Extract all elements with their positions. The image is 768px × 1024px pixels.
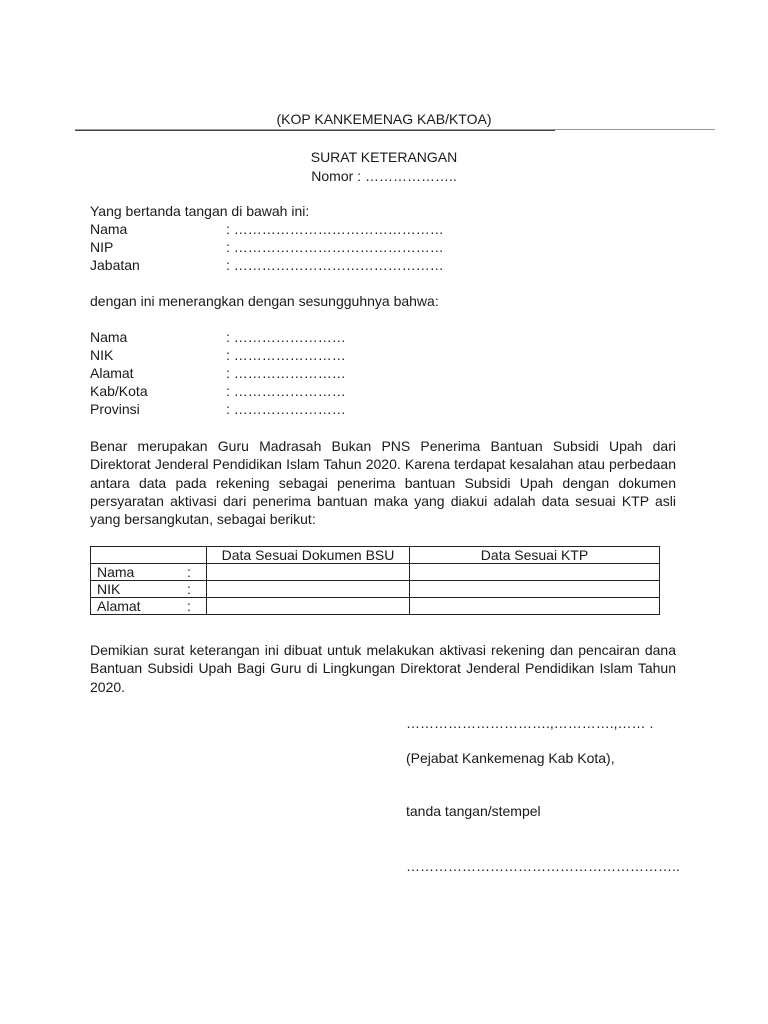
field-label: NIP [90,239,114,255]
field-label: Jabatan [90,257,140,273]
table-row-label-cell [91,581,207,598]
field-value: : ……………………………………… [226,221,444,237]
table-header-blank [91,547,207,564]
field-label: Kab/Kota [90,383,148,399]
table-cell-bsu [207,564,410,581]
subject-section [90,328,346,418]
subject-field-alamat [90,364,346,382]
field-value: : …………………… [226,383,346,399]
field-value: : …………………… [226,401,346,417]
table-row-label: Nama [97,564,135,580]
table-row-colon: : [187,581,191,597]
signer-field-nama [90,220,444,238]
field-label: NIK [90,347,114,363]
table-cell-ktp [410,598,660,615]
table-row-label: NIK [97,581,121,597]
document-title: SURAT KETERANGAN [310,149,458,165]
table-cell-ktp [410,564,660,581]
closing-paragraph: Demikian surat keterangan ini dibuat untuk melakukan aktivasi rekening dan pencairan dana Bantuan Subsidi Upah Bagi Guru di Lingkungan Direktorat Jenderal Pendidikan Islam Tahun 2020. [90,642,676,695]
document-title-block [0,148,768,186]
letterhead-title: (KOP KANKEMENAG KAB/KTOA) [276,111,492,127]
subject-field-kabkota [90,382,346,400]
signer-intro: Yang bertanda tangan di bawah ini: [90,203,310,219]
table-cell-bsu [207,598,410,615]
place-date-line: ………………………….,………….,…… . [406,715,654,731]
stamp-note: tanda tangan/stempel [406,803,541,819]
field-label: Provinsi [90,401,140,417]
table-header-bsu: Data Sesuai Dokumen BSU [207,547,410,564]
table-cell-bsu [207,581,410,598]
table-cell-ktp [410,581,660,598]
subject-field-nik [90,346,346,364]
table-row-label: Alamat [97,598,141,614]
table-row [91,598,660,615]
body-paragraph: Benar merupakan Guru Madrasah Bukan PNS Penerima Bantuan Subsidi Upah dari Direktorat Jenderal Pendidikan Islam Tahun 2020. Karena terdapat kesalahan atau perbedaan antara data pada rekening sebagai penerima bantuan Subsidi Upah dengan dokumen persyaratan aktivasi dari penerima bantuan maka yang diakui adalah data sesuai KTP asli yang bersangkutan, sebagai berikut: [90,438,676,528]
field-label: Nama [90,221,128,237]
field-label: Alamat [90,365,134,381]
official-name-line: ………………………………………………….. [406,858,680,874]
signer-field-jabatan [90,256,444,274]
statement-line: dengan ini menerangkan dengan sesungguhnya bahwa: [90,293,439,309]
table-header-ktp: Data Sesuai KTP [410,547,660,564]
subject-field-nama [90,328,346,346]
signing-official: (Pejabat Kankemenag Kab Kota), [406,750,615,766]
field-label: Nama [90,329,128,345]
table-row-colon: : [187,564,191,580]
field-value: : ……………………………………… [226,257,444,273]
table-row [91,581,660,598]
signer-section [90,202,444,274]
field-value: : …………………… [226,365,346,381]
field-value: : ……………………………………… [226,239,444,255]
document-number: Nomor : ……………….. [311,168,457,184]
table-row-label-cell [91,564,207,581]
table-row [91,564,660,581]
table-header-row [91,547,660,564]
letterhead-rule-dark [75,130,555,131]
data-comparison-table [90,546,660,615]
table-row-colon: : [187,598,191,614]
table-row-label-cell [91,598,207,615]
field-value: : …………………… [226,347,346,363]
field-value: : …………………… [226,329,346,345]
subject-field-provinsi [90,400,346,418]
signer-field-nip [90,238,444,256]
